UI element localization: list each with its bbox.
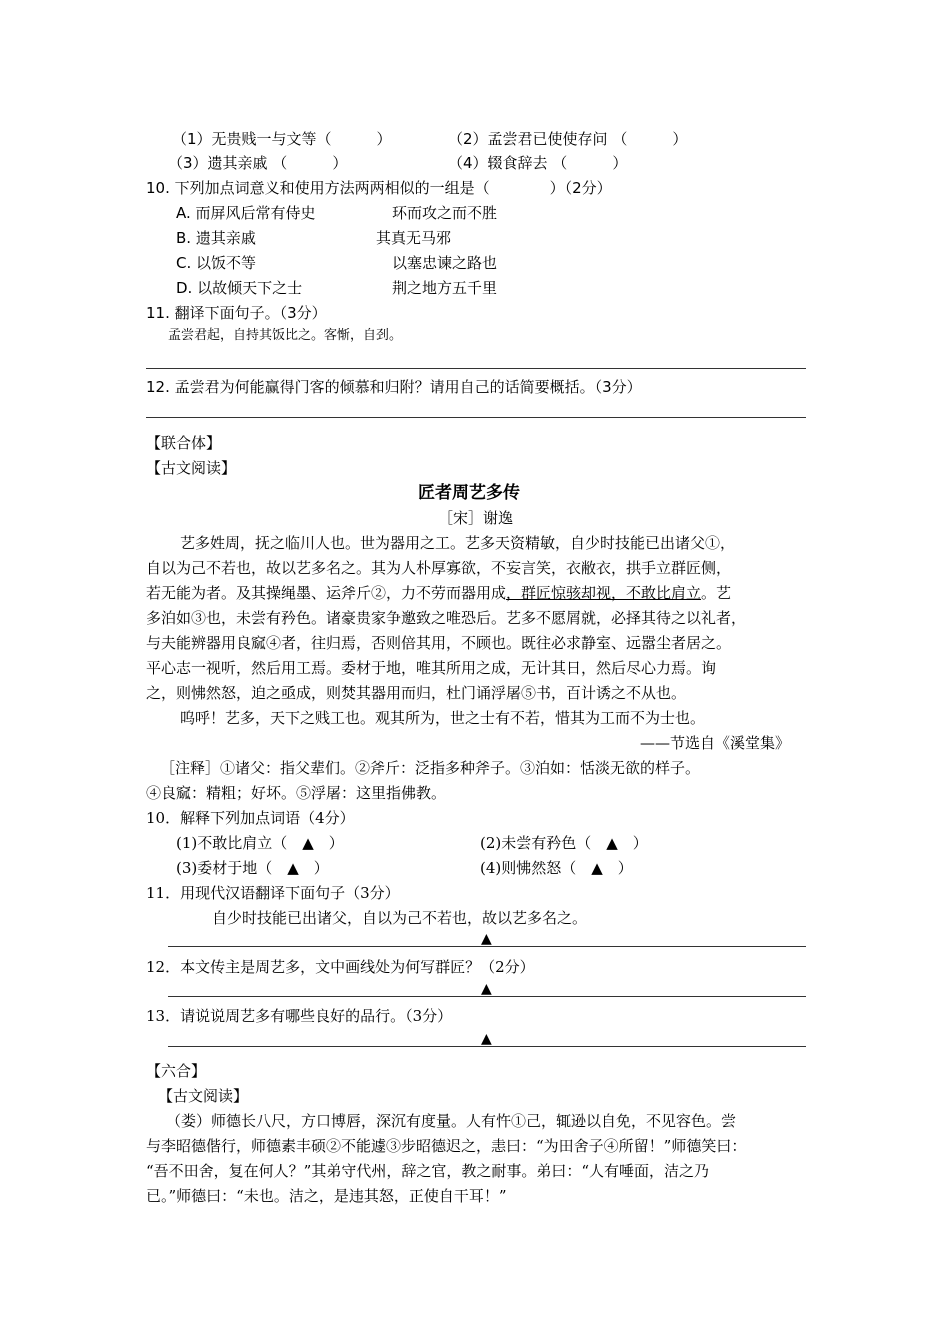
passage-line: 之，则怫然怒，迫之亟成，则焚其器用而归，杜门诵浮屠⑤书，百计诱之不从也。 (146, 684, 687, 702)
section-heading: 【古文阅读】 (158, 1087, 249, 1105)
answer-line (146, 417, 806, 418)
q11-sentence: 孟尝君起，自持其饭比之。客惭，自刭。 (168, 328, 403, 343)
passage-line: 与李昭德偕行，师德素丰硕②不能遽③步昭德迟之，恚曰：“为田舍子④所留！”师德笑曰： (146, 1137, 747, 1155)
passage-line: “吾不田舍，复在何人？”其弟守代州，辞之官，教之耐事。弟曰：“人有唾面，洁之乃 (146, 1162, 710, 1180)
q13-stem: 13．请说说周艺多有哪些良好的品行。（3分） (146, 1007, 453, 1025)
q10-option-c-pair: 以塞忠谏之路也 (392, 254, 498, 272)
footnote: ［注释］①诸父：指父辈们。②斧斤：泛指多种斧子。③泊如：恬淡无欲的样子。 (160, 759, 701, 777)
q10-item-4: (4)则怫然怒（ ▲ ） (480, 859, 633, 877)
q12-stem: 12．本文传主是周艺多，文中画线处为何写群匠？（2分） (146, 958, 535, 976)
q10-option-c: C. 以饭不等 (176, 254, 257, 272)
passage-line: 呜呼！艺多，天下之贱工也。观其所为，世之士有不若，惜其为工而不为士也。 (180, 709, 706, 727)
answer-mark-icon: ▲ (481, 981, 492, 997)
q10-option-d-pair: 荆之地方五千里 (392, 279, 498, 297)
passage-line: 已。”师德曰：“未也。洁之，是违其怒，正使自干耳！” (146, 1187, 507, 1205)
q10-item-3: (3)委材于地（ ▲ ） (176, 859, 329, 877)
answer-mark-icon: ▲ (481, 931, 492, 947)
q10-item-1: (1)不敢比肩立（ ▲ ） (176, 834, 344, 852)
answer-line (168, 996, 806, 997)
passage-line: 平心志一视听，然后用工焉。委材于地，唯其所用之成，无计其日，然后尽心力焉。询 (146, 659, 717, 677)
answer-line (168, 1046, 806, 1047)
q9-item-4: （4）辍食辞去 （ ） (448, 154, 628, 172)
source-citation: ——节选自《溪堂集》 (640, 734, 791, 752)
region-tag: 【六合】 (146, 1062, 207, 1080)
q10-option-b: B. 遗其亲戚 (176, 229, 256, 247)
footnote: ④良窳：精粗；好坏。⑤浮屠：这里指佛教。 (146, 784, 447, 802)
passage-line: 与夫能辨器用良窳④者，往归焉，否则倍其用，不顾也。既往必求静室、远嚣尘者居之。 (146, 634, 732, 652)
q10-option-d: D. 以故倾天下之士 (176, 279, 303, 297)
q11-stem: 11. 翻译下面句子。（3分） (146, 304, 327, 322)
underlined-phrase: ，群匠惊骇却视，不敢比肩立 (506, 584, 702, 602)
passage-line: 自以为己不若也，故以艺多名之。其为人朴厚寡欲，不妄言笑，衣敝衣，拱手立群匠侧， (146, 559, 732, 577)
q11-sentence: 自少时技能已出诸父，自以为己不若也，故以艺多名之。 (212, 909, 588, 927)
answer-line (146, 368, 806, 369)
article-author: ［宋］谢逸 (438, 509, 514, 527)
q12-stem: 12. 孟尝君为何能赢得门客的倾慕和归附？请用自己的话简要概括。（3分） (146, 378, 642, 396)
answer-line (168, 946, 806, 947)
q9-item-3: （3）遗其亲戚 （ ） (168, 154, 348, 172)
q10-option-a: A. 而屏风后常有侍史 (176, 204, 316, 222)
passage-line: （娄）师德长八尺，方口博唇，深沉有度量。人有忤①己，辄逊以自免，不见容色。尝 (166, 1112, 737, 1130)
q9-item-1: （1）无贵贱一与文等（ ） (172, 130, 392, 148)
q11-stem: 11．用现代汉语翻译下面句子（3分） (146, 884, 400, 902)
region-tag: 【联合体】 (146, 434, 222, 452)
passage-line: 若无能为者。及其操绳墨、运斧斤②，力不劳而器用成，群匠惊骇却视，不敢比肩立。艺 (146, 584, 732, 602)
q10-option-b-pair: 其真无马邪 (376, 229, 452, 247)
answer-mark-icon: ▲ (481, 1031, 492, 1047)
q10-stem: 10. 下列加点词意义和使用方法两两相似的一组是（ ）（2分） (146, 179, 612, 197)
section-heading: 【古文阅读】 (146, 459, 237, 477)
q10-option-a-pair: 环而攻之而不胜 (392, 204, 498, 222)
article-title: 匠者周艺多传 (418, 483, 520, 503)
passage-line: 多泊如③也，未尝有矜色。诸豪贵家争邀致之唯恐后。艺多不愿屑就，必择其待之以礼者， (146, 609, 747, 627)
q9-item-2: （2）孟尝君已使使存问 （ ） (448, 130, 688, 148)
passage-line: 艺多姓周，抚之临川人也。世为器用之工。艺多天资精敏，自少时技能已出诸父①， (180, 534, 736, 552)
q10-stem: 10．解释下列加点词语（4分） (146, 809, 355, 827)
q10-item-2: (2)未尝有矜色（ ▲ ） (480, 834, 648, 852)
